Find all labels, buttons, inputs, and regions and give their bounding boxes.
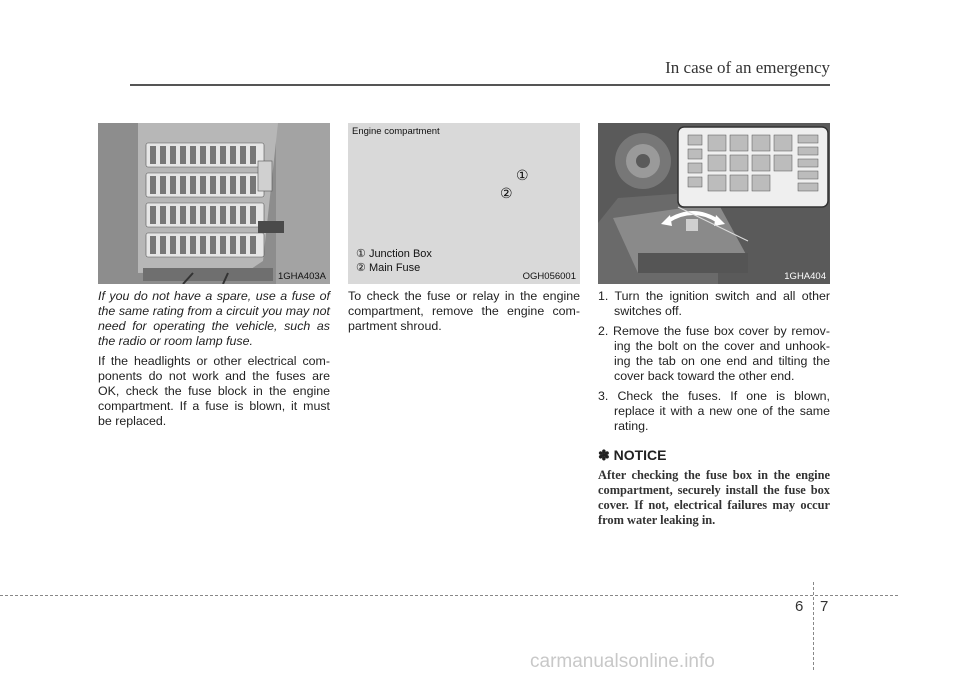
main-fuse-marker: ② — [500, 185, 513, 201]
column-right — [598, 123, 830, 528]
fuse-panel-figure — [98, 123, 330, 284]
footer-divider — [813, 582, 815, 670]
legend-item — [356, 261, 420, 274]
legend-label: Main Fuse — [368, 262, 421, 274]
junction-box-marker: ① — [516, 167, 529, 183]
section-number: 6 — [795, 598, 804, 615]
legend-number: ① — [356, 248, 366, 260]
paragraph: If you do not have a spare, use a fuse of the same rating from a circuit you may not need for operating the vehicle, such as the radio or room lamp fuse. — [98, 289, 330, 348]
header-rule — [130, 84, 830, 86]
notice-body: After checking the fuse box in the engine compartment, securely install the fuse box cover. If not, electrical failures may occur from water leaking in. — [598, 468, 830, 527]
footer-rule — [0, 595, 898, 596]
figure-code: 1GHA403A — [277, 271, 326, 282]
legend-item — [356, 247, 432, 260]
engine-compartment-figure — [348, 123, 580, 284]
legend-label: Junction Box — [368, 248, 432, 260]
fuse-box-cover-figure — [598, 123, 830, 284]
page-header-title: In case of an emergency — [665, 58, 830, 77]
figure-caption: Engine compartment — [352, 126, 440, 137]
notice-title: ✽ NOTICE — [598, 447, 667, 463]
figure-code: OGH056001 — [522, 271, 576, 282]
column-middle — [348, 123, 580, 339]
fuse-box-cover-illustration — [598, 123, 830, 284]
list-item: 1. Turn the ignition switch and all other switches off. — [598, 289, 830, 318]
list-item: 3. Check the fuses. If one is blown, replace it with a new one of the same rating. — [598, 389, 830, 433]
list-item: 2. Remove the fuse box cover by remov-ing the bolt on the cover and unhook-ing the tab on one end and tilting the cover back toward the other end. — [598, 324, 830, 383]
fuse-panel-illustration — [98, 123, 330, 284]
figure-code: 1GHA404 — [784, 271, 826, 282]
legend-number: ② — [356, 262, 366, 274]
paragraph: If the headlights or other electrical com-ponents do not work and the fuses are OK, check the fuse block in the engine compartment. If a fuse is blown, it must be replaced. — [98, 354, 330, 428]
paragraph: To check the fuse or relay in the engine compartment, remove the engine com-partment shroud. — [348, 289, 580, 333]
watermark: carmanualsonline.info — [530, 651, 715, 672]
page-number: 7 — [820, 598, 829, 615]
column-left — [98, 123, 330, 434]
steps-list — [598, 289, 830, 434]
